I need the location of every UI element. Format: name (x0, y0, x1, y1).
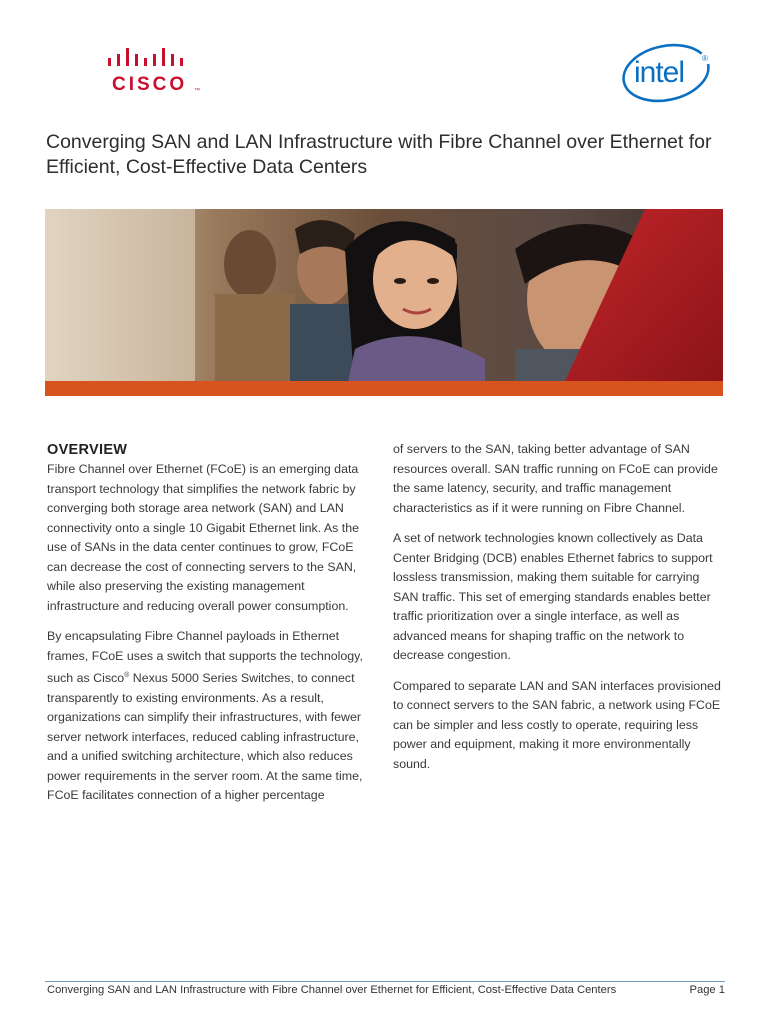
footer-title: Converging SAN and LAN Infrastructure with Fibre Channel over Ethernet for Efficient, Cost-Effective Data Centers (47, 984, 617, 996)
paragraph-san-resources: of servers to the SAN, taking better advantage of SAN resources overall. SAN traffic running on FCoE can provide the same latency, security, and traffic management characteristics as if it were running on Fibre Channel. (393, 442, 718, 515)
intel-logo (620, 42, 712, 106)
document-title: Converging SAN and LAN Infrastructure with Fibre Channel over Ethernet for Efficient, Cost-Effective Data Centers (46, 131, 712, 178)
overview-heading: OVERVIEW (47, 442, 128, 458)
intel-wordmark: intel (634, 56, 685, 89)
paragraph-encapsulation (47, 627, 369, 806)
paragraph-fcoe-intro: Fibre Channel over Ethernet (FCoE) is an emerging data transport technology that simplifies the network fabric by converging both storage area network (SAN) and LAN connectivity onto a single 10 Gigabit Ethernet link. As the use of SANs in the data center continues to grow, FCoE can decrease the cost of connecting servers to the SAN, while also preserving the existing management infrastructure and reducing overall power consumption. (47, 462, 360, 613)
paragraph-dcb: A set of network technologies known collectively as Data Center Bridging (DCB) enables Ethernet fabrics to support lossless transmission, making them suitable for carrying SAN traffic. This set of emerging standards enables better traffic prioritization over a single interface, as well as advanced means for shaping traffic on the network to decrease congestion. (393, 531, 713, 662)
paragraph-encapsulation-part-2: Nexus 5000 Series Switches, to connect transparently to existing environments. As a result, organizations can simplify their infrastructures, with fewer server network interfaces, reduced cabling infrastructure, and a unified switching architecture, which also reduces power requirements in the server room. At the same time, FCoE facilitates connection of a higher percentage (47, 671, 363, 802)
cisco-logo (106, 44, 202, 100)
left-column (47, 440, 369, 817)
footer-divider (45, 981, 725, 982)
right-column (393, 440, 725, 785)
paragraph-encapsulation-part-1: By encapsulating Fibre Channel payloads in Ethernet frames, FCoE uses a switch that supports the technology, such as Cisco (47, 629, 363, 685)
registered-mark: ® (124, 672, 130, 679)
people-at-workstations-image (45, 209, 723, 396)
page-number: Page 1 (689, 984, 725, 996)
cisco-trademark: ™ (194, 88, 200, 94)
intel-registered-mark: ® (702, 54, 708, 63)
hero-photo (45, 209, 723, 396)
cisco-wordmark: CISCO (112, 74, 188, 95)
paragraph-comparison: Compared to separate LAN and SAN interfaces provisioned to connect servers to the SAN fabric, a network using FCoE can be simpler and less costly to operate, requiring less power and equipment, making it more environmentally sound. (393, 678, 721, 771)
cisco-bars-icon (106, 44, 200, 68)
